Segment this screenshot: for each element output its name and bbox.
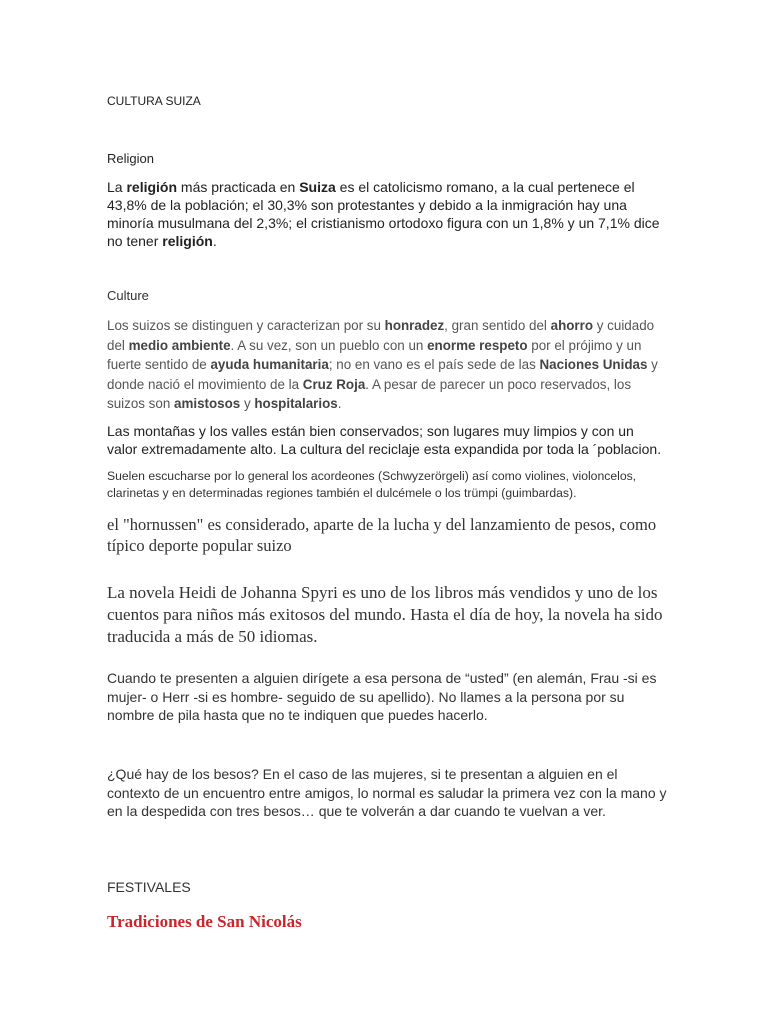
hornussen-paragraph: el "hornussen" es considerado, aparte de la lucha y del lanzamiento de pesos, como típico deporte popular suizo — [107, 515, 657, 555]
usted-paragraph: Cuando te presenten a alguien dirígete a esa persona de “usted” (en alemán, Frau -si es mujer- o Herr -si es hombre- seguido de su apellido). No llames a la persona por su nombre de pila hasta que no te indiquen que puedes hacerlo. — [107, 670, 657, 723]
accordions-paragraph: Suelen escucharse por lo general los acordeones (Schwyzerörgeli) así como violines, violoncelos, clarinetas y en determinadas regiones también el dulcémele o los trümpi (guimbardas). — [107, 469, 637, 500]
culture-paragraph: Los suizos se distinguen y caracterizan por su honradez, gran sentido del ahorro y cuidado del medio ambiente. A su vez, son un pueblo con un enorme respeto por el prójimo y un fuerte sentido de ayuda humanitaria; no en vano es el país sede de las Naciones Unidas y donde nació el movimiento de la Cruz Roja. A pesar de parecer un poco reservados, los suizos son amistosos y hospitalarios. — [107, 318, 658, 411]
kisses-paragraph: ¿Qué hay de los besos? En el caso de las mujeres, si te presentan a alguien en el contexto de un encuentro entre amigos, lo normal es saludar la primera vez con la mano y en la despedida con tres besos… que te volverán a dar cuando te vuelvan a ver. — [107, 766, 667, 819]
culture-heading: Culture — [107, 288, 149, 303]
mountains-paragraph: Las montañas y los valles están bien conservados; son lugares muy limpios y con un valor extremadamente alto. La cultura del reciclaje esta expandida por toda la ´poblacion. — [107, 423, 662, 457]
san-nicolas-heading: Tradiciones de San Nicolás — [107, 912, 302, 931]
festivals-heading: FESTIVALES — [107, 879, 191, 895]
religion-paragraph: La religión más practicada en Suiza es el catolicismo romano, a la cual pertenece el 43,8% de la población; el 30,3% son protestantes y debido a la inmigración hay una minoría musulmana del 2,3%; el cristianismo ortodoxo figura con un 1,8% y un 7,1% dice no tener religión. — [107, 179, 660, 249]
document-title: CULTURA SUIZA — [107, 94, 201, 108]
heidi-paragraph: La novela Heidi de Johanna Spyri es uno de los libros más vendidos y uno de los cuentos para niños más exitosos del mundo. Hasta el día de hoy, la novela ha sido traducida a más de 50 idiomas. — [107, 583, 663, 646]
religion-heading: Religion — [107, 151, 154, 166]
